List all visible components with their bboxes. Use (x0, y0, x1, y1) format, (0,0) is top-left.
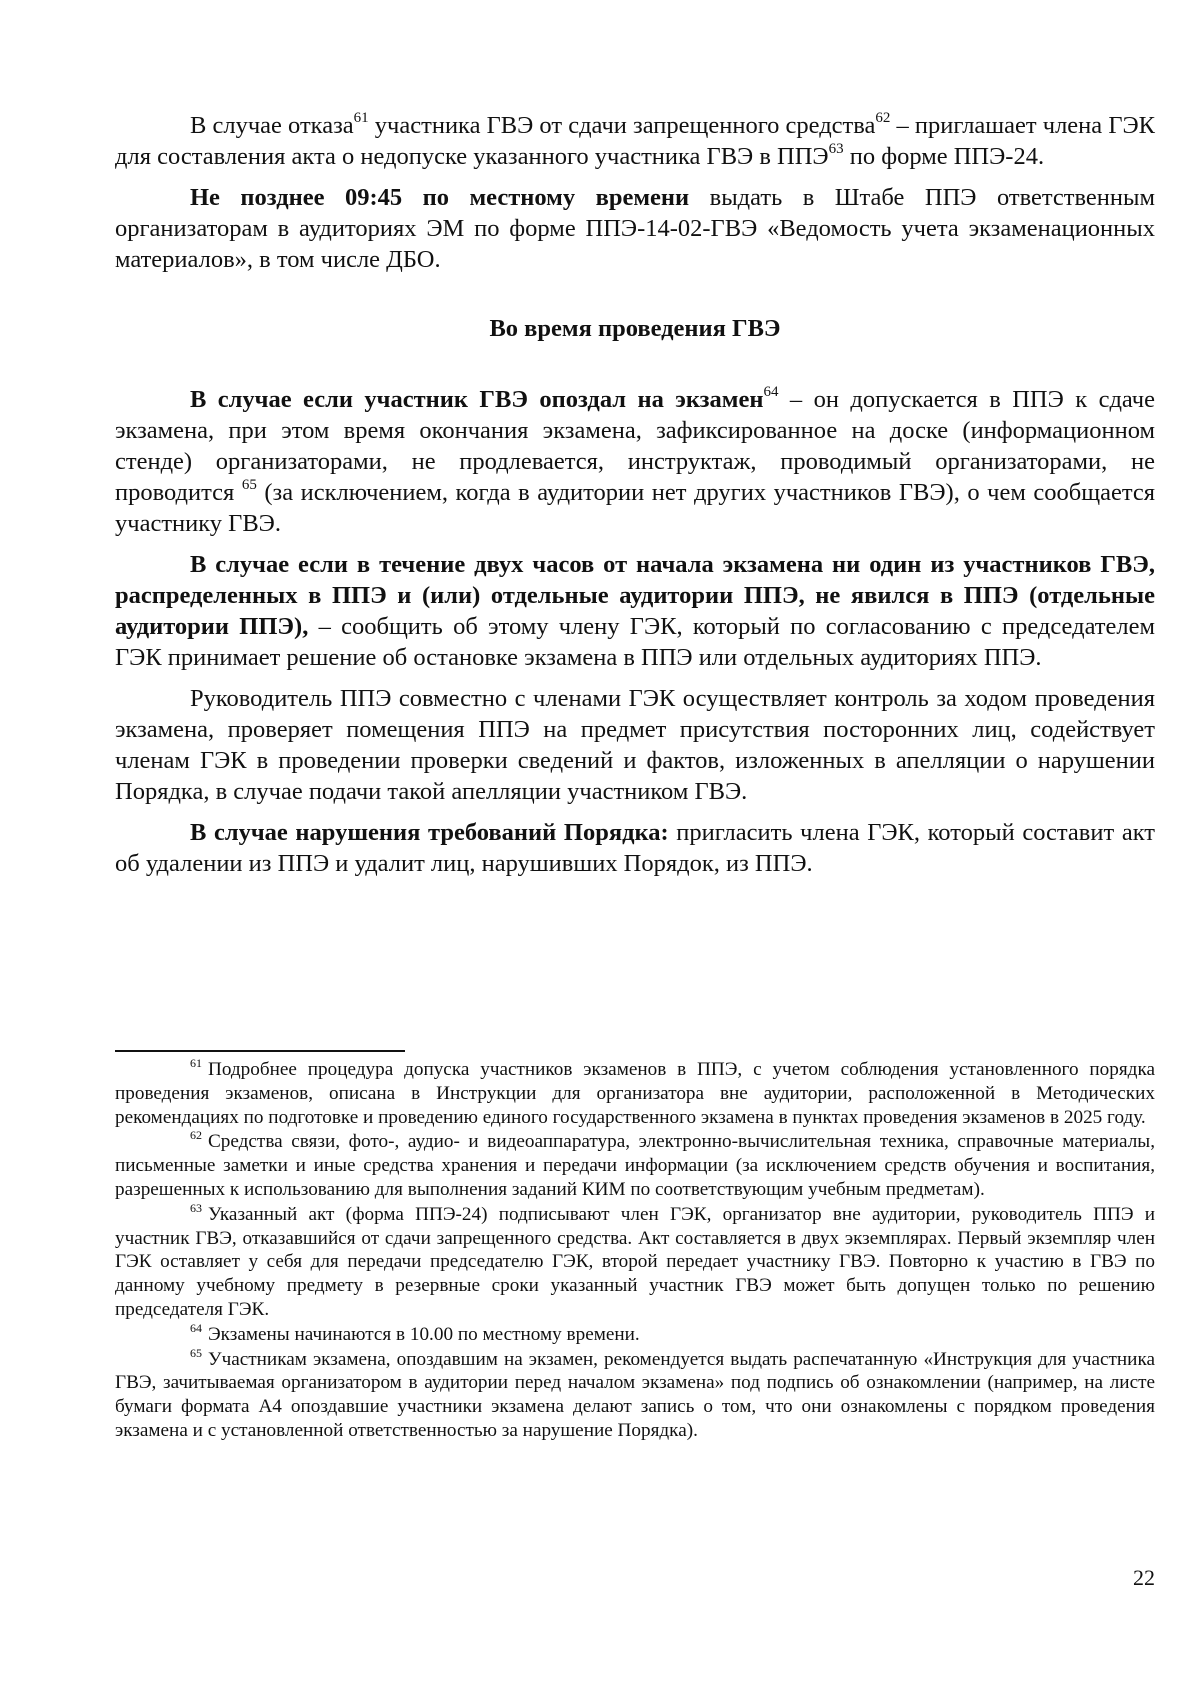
footnote-61 (115, 1058, 1155, 1129)
footnote-text: Указанный акт (форма ППЭ-24) подписывают член ГЭК, организатор вне аудитории, руководитель ППЭ и участник ГВЭ, отказавшийся от сдачи запрещенного средства. Акт составляется в двух экземплярах. Первый экземпляр член ГЭК оставляет у себя для передачи председателю ГЭК, второй передает участнику ГВЭ. Повторно к участию в ГВЭ по данному учебному предмету в резервные сроки указанный участник ГВЭ может быть допущен только по решению председателя ГЭК. (115, 1203, 1155, 1320)
footnote-text: Участникам экзамена, опоздавшим на экзамен, рекомендуется выдать распечатанную «Инструкция для участника ГВЭ, зачитываемая организатором в аудитории перед началом экзамена» под подпись об ознакомлении (например, на листе бумаги формата А4 опоздавшие участники экзамена делают запись о том, что они ознакомлены с порядком проведения экзамена и с установленной ответственностью за нарушение Порядка). (115, 1348, 1155, 1441)
footnote-number: 64 (190, 1320, 202, 1335)
text: В случае отказа (190, 112, 354, 139)
footnote-63 (115, 1200, 1155, 1322)
footnote-62 (115, 1130, 1155, 1201)
text: выдать в Штабе ППЭ ответственным организаторам в аудиториях ЭМ по форме ППЭ-14-02-ГВЭ «Ведомость учета экзаменационных материалов», в том числе ДБО. (115, 184, 1155, 273)
paragraph-head-control: Руководитель ППЭ совместно с членами ГЭК осуществляет контроль за ходом проведения экзамена, проверяет помещения ППЭ на предмет присутствия посторонних лиц, содействует членам ГЭК в проведении проверки сведений и фактов, изложенных в апелляции о нарушении Порядка, в случае подачи такой апелляции участником ГВЭ. (115, 685, 1155, 805)
footnote-number: 63 (190, 1200, 202, 1215)
paragraph-deadline (115, 182, 1155, 275)
footnotes (115, 1058, 1155, 1444)
text: – сообщить об этому члену ГЭК, который по согласованию с председателем ГЭК принимает решение об остановке экзамена в ППЭ или отдельных аудиториях ППЭ. (115, 613, 1155, 671)
text: участника ГВЭ от сдачи запрещенного средства (368, 112, 876, 139)
text: (за исключением, когда в аудитории нет других участников ГВЭ), о чем сообщается участнику ГВЭ. (115, 479, 1155, 537)
footnote-64 (115, 1320, 1155, 1347)
bold-lead: В случае если участник ГВЭ опоздал на экзамен (190, 386, 764, 413)
footnote-65 (115, 1345, 1155, 1443)
section-heading: Во время проведения ГВЭ (489, 315, 781, 342)
text: пригласить члена ГЭК, который составит акт об удалении из ППЭ и удалит лиц, нарушивших Порядок, из ППЭ. (115, 819, 1155, 877)
paragraph-violation (115, 817, 1155, 879)
footnote-number: 61 (190, 1056, 202, 1070)
text: – приглашает члена ГЭК для составления акта о недопуске указанного участника ГВЭ в ППЭ (115, 112, 1155, 170)
footnote-text: Экзамены начинаются в 10.00 по местному времени. (208, 1323, 640, 1345)
bold-lead: В случае если в течение двух часов от начала экзамена ни один из участников ГВЭ, распределенных в ППЭ и (или) отдельные аудитории ППЭ, не явился в ППЭ (отдельные аудитории ППЭ), (115, 551, 1155, 640)
footnote-text: Средства связи, фото-, аудио- и видеоаппаратура, электронно-вычислительная техника, справочные материалы, письменные заметки и иные средства хранения и передачи информации (за исключением средств обучения и воспитания, разрешенных к использованию для выполнения заданий КИМ по соответствующим учебным предметам). (115, 1131, 1155, 1200)
page-number: 22 (1133, 1565, 1155, 1590)
footnote-number: 62 (190, 1128, 202, 1143)
footnote-number: 65 (190, 1345, 202, 1360)
footnote-text: Подробнее процедура допуска участников экзаменов в ППЭ, с учетом соблюдения установленного порядка проведения экзаменов, описана в Инструкции для организатора вне аудитории, расположенной в Методических рекомендациях по подготовке и проведению единого государственного экзамена в пунктах проведения экзаменов в 2025 году. (115, 1059, 1155, 1128)
bold-lead: Не позднее 09:45 по местному времени (190, 184, 690, 211)
paragraph-refusal (115, 110, 1155, 172)
text: – он допускается в ППЭ к сдаче экзамена, при этом время окончания экзамена, зафиксированное на доске (информационном стенде) организаторами, не продлевается, инструктаж, проводимый организаторами, не проводится (115, 386, 1155, 506)
text: по форме ППЭ-24. (843, 143, 1045, 170)
main-text (115, 110, 1155, 879)
paragraph-late-participant (115, 384, 1155, 539)
footnote-ref-62[interactable]: 62 (875, 110, 891, 126)
footnote-ref-65[interactable]: 65 (241, 477, 257, 493)
footnote-ref-63[interactable]: 63 (828, 141, 844, 157)
footnote-ref-64[interactable]: 64 (763, 384, 779, 400)
footnote-separator (115, 1050, 405, 1052)
footnote-ref-61[interactable]: 61 (353, 110, 369, 126)
paragraph-no-show (115, 549, 1155, 673)
bold-lead: В случае нарушения требований Порядка: (190, 819, 669, 846)
